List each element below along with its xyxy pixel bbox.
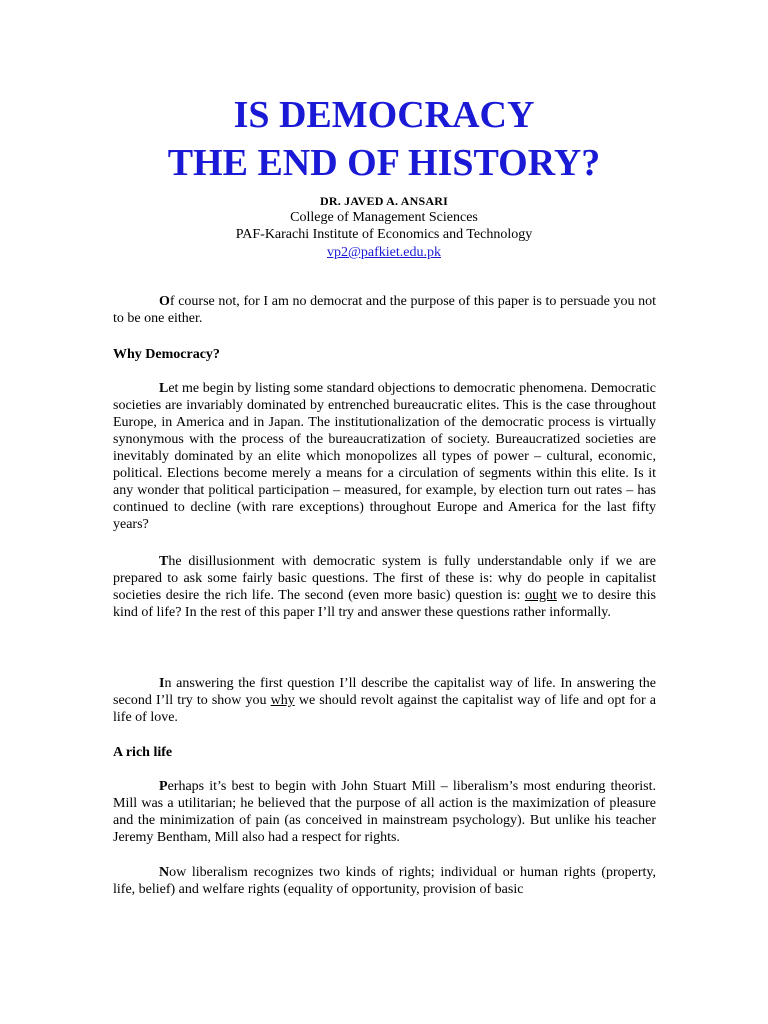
author-block [0, 193, 768, 261]
paragraph-disillusionment [113, 553, 656, 621]
paragraph-text: f course not, for I am no democrat and the purpose of this paper is to persuade you not to be one either. [113, 294, 656, 326]
paragraph-initial: N [159, 865, 170, 880]
section-heading-rich-life: A rich life [113, 745, 173, 760]
paragraph-text: ow liberalism recognizes two kinds of rights; individual or human rights (property, life, belief) and welfare rights (equality of opportunity, provision of basic [113, 865, 656, 897]
paragraph-text: erhaps it’s best to begin with John Stuart Mill – liberalism’s most enduring theorist. Mill was a utilitarian; he believed that the purpose of all action is the maximization of pleasure and the minimization of pain (as conceived in mainstream psychology). But unlike his teacher Jeremy Bentham, Mill also had a respect for rights. [113, 779, 656, 845]
affiliation-college: College of Management Sciences [290, 210, 478, 225]
paragraph-intro [113, 293, 656, 327]
title-line-1: IS DEMOCRACY [233, 94, 535, 136]
paragraph-text: we to desire this kind of life? In the rest of this paper I’ll try and answer these questions rather informally. [113, 588, 657, 620]
paragraph-initial: O [159, 294, 170, 309]
section-heading-why-democracy: Why Democracy? [113, 347, 220, 362]
paragraph-mill [113, 778, 656, 846]
paragraph-text: we should revolt against the capitalist way of life and opt for a life of love. [113, 693, 656, 725]
paragraph-rights [113, 864, 656, 898]
paragraph-initial: L [159, 381, 169, 396]
paragraph-initial: T [159, 554, 169, 569]
title-line-2: THE END OF HISTORY? [167, 142, 601, 184]
paragraph-initial: P [159, 779, 168, 794]
paragraph-initial: I [159, 676, 165, 691]
paragraph-answering [113, 675, 656, 726]
affiliation-institute: PAF-Karachi Institute of Economics and Technology [235, 227, 533, 242]
underlined-word: ought [524, 588, 557, 603]
underlined-word: why [270, 693, 295, 708]
paragraph-text: n answering the first question I’ll describe the capitalist way of life. In answering the second I’ll try to show you [113, 676, 656, 708]
author-email-link[interactable]: vp2@pafkiet.edu.pk [327, 245, 441, 260]
paragraph-objections [113, 380, 656, 533]
author-name: DR. JAVED A. ANSARI [320, 194, 448, 208]
paragraph-text: et me begin by listing some standard objections to democratic phenomena. Democratic societies are invariably dominated by entrenched bureaucratic elites. This is the case throughout Europe, in America and in Japan. The institutionalization of the democratic process is virtually synonymous with the process of the bureaucratization of society. Bureaucratized societies are inevitably dominated by an elite which monopolizes all types of power – cultural, economic, political. Elections become merely a means for a circulation of segments within this elite. Is it any wonder that political participation – measured, for example, by election turn out rates – has continued to decline (with rare exceptions) throughout Europe and America for the last fifty years? [113, 381, 656, 532]
paragraph-text: he disillusionment with democratic system is fully understandable only if we are prepared to ask some fairly basic questions. The first of these is: why do people in capitalist societies desire the rich life. The second (even more basic) question is: [113, 554, 656, 603]
